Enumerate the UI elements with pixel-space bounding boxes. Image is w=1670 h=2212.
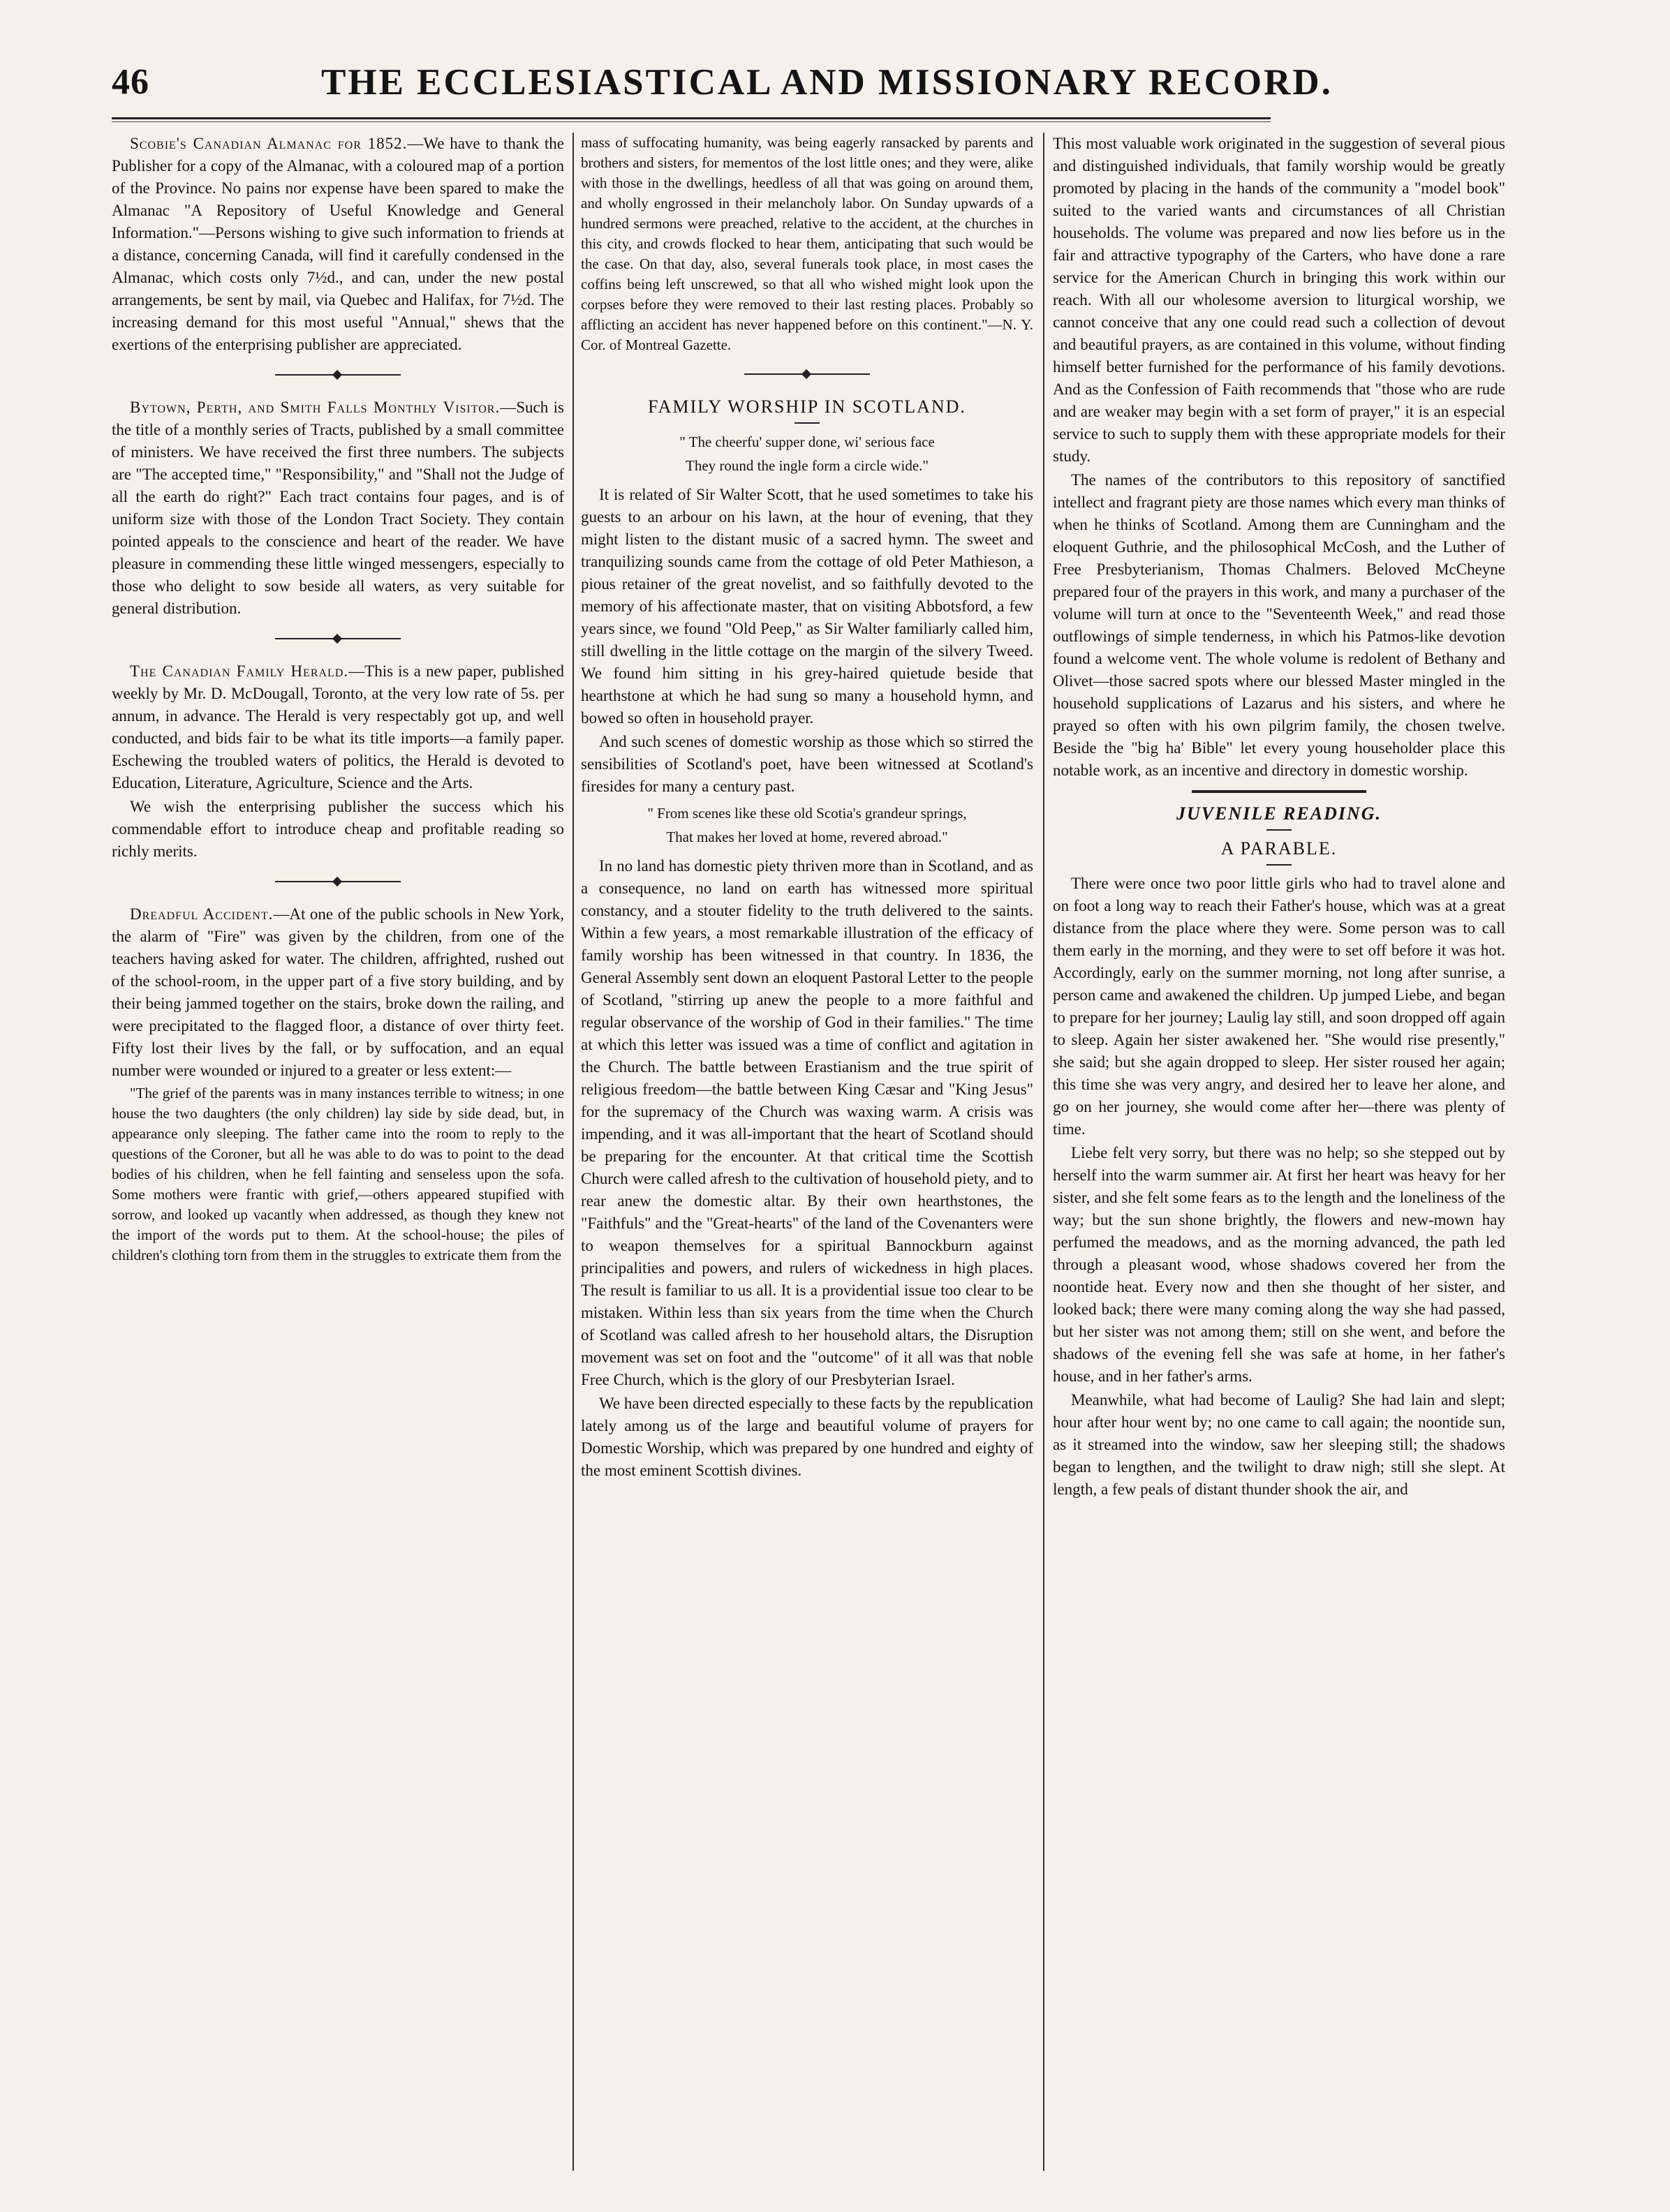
worship-verse-4: That makes her loved at home, revered abroad." bbox=[666, 829, 948, 845]
worship-paragraph-4: We have been directed especially to these facts by the republication lately among us of the large and beautiful volume of prayers for Domestic Worship, which was prepared by one hundred and eighty of the most eminent Scottish divines. bbox=[581, 1395, 1033, 1479]
herald-article bbox=[112, 660, 564, 794]
article-separator bbox=[275, 635, 401, 642]
column-divider-1 bbox=[572, 133, 574, 2171]
parable-paragraph-2: Liebe felt very sorry, but there was no help; so she stepped out by herself into the warm summer air. At first her heart was heavy for her sister, and she felt some fears as to the length and the loneliness of the way; but the sun shone brightly, the flowers and new-mown hay perfumed the meadows, and as the morning advanced, the path led through a pleasant wood, whose shadows covered her from the noontide heat. Every now and then she thought of her sister, and looked back; there were many coming along the way she had passed, but her sister was not among them; still on she went, and before the shadows of the evening fell she was safe at home, in her father's house, and in her father's arms. bbox=[1053, 1144, 1505, 1385]
parable-heading: A PARABLE. bbox=[1220, 838, 1338, 859]
bytown-body: —Such is the title of a monthly series of Tracts, published by a small committee of ministers. We have received the first three numbers. The subjects are "The accepted time," "Responsibility," and "Shall not the Judge of all the earth do right?" Each tract contains four pages, and is of uniform size with those of the London Tract Society. They contain pointed appeals to the conscience and heart of the reader. We have pleasure in commending these little winged messengers, especially to those who delight to sow beside all waters, as very suitable for general distribution. bbox=[112, 399, 564, 617]
accident-body: —At one of the public schools in New York, the alarm of "Fire" was given by the children, from one of the teachers having asked for water. The children, affrighted, rushed out of the school-room, in the upper part of a five story building, and by their being jammed together on the stairs, broke down the railing, and were precipitated to the flagged floor, a distance of over thirty feet. Fifty lost their lives by the fall, or by suffocation, and an equal number were wounded or injured to a greater or less extent:— bbox=[112, 905, 564, 1079]
almanac-article bbox=[112, 133, 564, 356]
almanac-lead: Scobie's Canadian Almanac for 1852. bbox=[130, 135, 408, 152]
accident-article bbox=[112, 903, 564, 1082]
bytown-lead: Bytown, Perth, and Smith Falls Monthly Visitor. bbox=[130, 399, 501, 416]
heading-rule bbox=[1266, 864, 1292, 866]
article-separator bbox=[744, 371, 870, 378]
worship-verse-1: " The cheerfu' supper done, wi' serious face bbox=[679, 433, 935, 450]
worship-verse-2: They round the ingle form a circle wide." bbox=[686, 457, 929, 474]
journal-title: THE ECCLESIASTICAL AND MISSIONARY RECORD. bbox=[321, 62, 1333, 103]
accident-quote: "The grief of the parents was in many instances terrible to witness; in one house the two daughters (the only children) lay side by side dead, but, in appearance only sleeping. The father came into the room to reply to the questions of the Coroner, but all he was able to do was to point to the dead bodies of his children, when he fell fainting and senseless upon the sofa. Some mothers were frantic with grief,—others appeared stupified with sorrow, and looked up vacantly when addressed, as though they knew not the import of the words put to them. At the school-house; the piles of children's clothing torn from them in the struggles to extricate them from the bbox=[112, 1085, 564, 1263]
heading-rule bbox=[795, 422, 820, 424]
worship-paragraph-5: This most valuable work originated in the suggestion of several pious and distinguished individuals, that family worship would be greatly promoted by placing in the hands of the community a "model book" suited to the varied wants and circumstances of all Christian households. The volume was prepared and now lies before us in the fair and attractive typography of the Carters, who have done a rare service for the American Church in bringing this work within our reach. With all our wholesome aversion to liturgical worship, we cannot conceive that any one could read such a collection of devout and beautiful prayers, as are contained in this volume, without finding himself better furnished for the performance of his family devotions. And as the Confession of Faith recommends that "those who are rude and are weaker may begin with a set form of prayer," it is an especial service to such to supply them with these appropriate models for their study. bbox=[1053, 135, 1505, 465]
article-separator bbox=[275, 371, 401, 378]
column-2 bbox=[581, 133, 1033, 2171]
herald-body: —This is a new paper, published weekly by Mr. D. McDougall, Toronto, at the very low rate of 5s. per annum, in advance. The Herald is very respectably got up, and well conducted, and bids fair to be what its title imports—a family paper. Eschewing the troubled waters of politics, the Herald is devoted to Education, Literature, Agriculture, Science and the Arts. bbox=[112, 662, 564, 792]
herald-paragraph-2: We wish the enterprising publisher the success which his commendable effort to introduce cheap and profitable reading so richly merits. bbox=[112, 798, 564, 860]
page-number: 46 bbox=[112, 62, 149, 102]
page-header bbox=[112, 61, 1333, 124]
column-3 bbox=[1053, 133, 1505, 2171]
worship-paragraph-1: It is related of Sir Walter Scott, that he used sometimes to take his guests to an arbour on his lawn, at the hour of evening, that they might listen to the distant music of a sacred hymn. The sweet and tranquilizing sounds came from the cottage of old Peter Mathieson, a pious retainer of the great novelist, and so faithfully devoted to the memory of his affectionate master, that on visiting Abbotsford, a few years since, we found "Old Peep," as Sir Walter familiarly called him, still dwelling in the little cottage on the margin of the silvery Tweed. We found him sitting in his grey-haired quietude beside that hearthstone at which he had sung so many a household hymn, and bowed so often in household prayer. bbox=[581, 486, 1033, 727]
heading-rule bbox=[1266, 829, 1292, 831]
accident-continued: mass of suffocating humanity, was being eagerly ransacked by parents and brothers and sisters, for mementos of the lost little ones; and they were, alike with those in the dwellings, heedless of all that was going on around them, and wholly engrossed in their melancholy labor. On Sunday upwards of a hundred sermons were preached, relative to the accident, at the churches in this city, and crowds flocked to hear them, anticipating that such would be the case. On that day, also, several funerals took place, in most cases the coffins being left unscrewed, so that all who wished might look upon the corpses before they were removed to their last resting places. Probably so afflicting an accident has never happened before on this continent."—N. Y. Cor. of Montreal Gazette. bbox=[581, 134, 1033, 353]
family-worship-heading: FAMILY WORSHIP IN SCOTLAND. bbox=[648, 396, 966, 417]
worship-paragraph-3: In no land has domestic piety thriven more than in Scotland, and as a consequence, no land on earth has witnessed more spiritual constancy, and a stouter fidelity to the truth delivered to the saints. Within a few years, a most remarkable illustration of the efficacy of family worship has been witnessed in that country. In 1836, the General Assembly sent down an eloquent Pastoral Letter to the people of Scotland, "stirring up anew the people to a more faithful and regular observance of the worship of God in their families." The time at which this letter was issued was a time of conflict and agitation in the Church. The battle between Erastianism and the true spirit of religious freedom—the battle between King Cæsar and "King Jesus" for the supremacy of the Church was waxing warm. A crisis was impending, and it was all-important that the heart of Scotland should be preparing for the encounter. At that critical time the Scottish Church were called afresh to the cultivation of household piety, and to rear anew the domestic altar. By their own hearthstones, the "Faithfuls" and the "Great-hearts" of the land of the Covenanters were to weapon themselves for a spiritual Bannockburn against principalities and powers, and rulers of wickedness in high places. The result is familiar to us all. It is a providential issue too clear to be mistaken. Within less than six years from the time when the Church of Scotland was called afresh to her household altars, the Disruption movement was set on foot and the "outcome" of it all was that noble Free Church, which is the glory of our Presbyterian Israel. bbox=[581, 857, 1033, 1388]
worship-paragraph-6: The names of the contributors to this repository of sanctified intellect and fragrant piety are those names which every man thinks of when he thinks of Scotland. Among them are Cunningham and the eloquent Guthrie, and the philosophical McCosh, and the Luther of Free Presbyterianism, Thomas Chalmers. Beloved McCheyne prepared four of the prayers in this work, and many a purchaser of the volume will turn at once to the "Seventeenth Week," and read those outflowings of simple tenderness, in which his Patmos-like devotion found a welcome vent. The whole volume is redolent of Bethany and Olivet—those sacred spots where our blessed Master mingled in the household supplications of Lazarus and his sisters, and where he prayed so often with his own pilgrim family, the chosen twelve. Beside the "big ha' Bible" let every young householder place this notable work, as an incentive and directory in domestic worship. bbox=[1053, 471, 1505, 779]
article-separator bbox=[275, 878, 401, 885]
herald-lead: The Canadian Family Herald. bbox=[130, 662, 349, 680]
parable-paragraph-1: There were once two poor little girls who had to travel alone and on foot a long way to reach their Father's house, which was at a great distance from the place where they were. Some person was to call them early in the morning, and they were to set off before it was hot. Accordingly, early on the summer morning, not long after sunrise, a person came and awakened the children. Up jumped Liebe, and began to prepare for her journey; Laulig lay still, and soon dropped off again to sleep. Again her sister awakened her. "She would rise presently," she said; but she again dropped to sleep. Her sister roused her again; this time she was very angry, and desired her to leave her alone, and go on her journey, she would come after her—there was plenty of time. bbox=[1053, 875, 1505, 1138]
column-1 bbox=[112, 133, 564, 2171]
juvenile-reading-heading: JUVENILE READING. bbox=[1176, 803, 1382, 824]
almanac-body: —We have to thank the Publisher for a copy of the Almanac, with a coloured map of a portion of the Province. No pains nor expense have been spared to make the Almanac "A Repository of Useful Knowledge and General Information."—Persons wishing to give such information to friends at a distance, concerning Canada, will find it carefully condensed in the Almanac, which costs only 7½d., and can, under the new postal arrangements, be sent by mail, via Quebec and Halifax, for 7½d. The increasing demand for this most useful "Annual," shews that the exertions of the enterprising publisher are appreciated. bbox=[112, 135, 564, 353]
bytown-article bbox=[112, 396, 564, 620]
header-rule-thin bbox=[112, 121, 1271, 122]
accident-lead: Dreadful Accident. bbox=[130, 905, 274, 923]
worship-paragraph-2: And such scenes of domestic worship as those which so stirred the sensibilities of Scotland's poet, have been witnessed at Scotland's firesides for many a century past. bbox=[581, 733, 1033, 795]
section-rule bbox=[1192, 790, 1366, 793]
parable-paragraph-3: Meanwhile, what had become of Laulig? She had lain and slept; hour after hour went by; no one came to call again; the noontide sun, as it streamed into the window, saw her sleeping still; the shadows began to lengthen, and the twilight to draw nigh; still she slept. At length, a few peals of distant thunder shook the air, and bbox=[1053, 1391, 1505, 1498]
column-divider-2 bbox=[1043, 133, 1044, 2171]
header-rule bbox=[112, 117, 1271, 119]
worship-verse-3: " From scenes like these old Scotia's grandeur springs, bbox=[647, 805, 967, 822]
